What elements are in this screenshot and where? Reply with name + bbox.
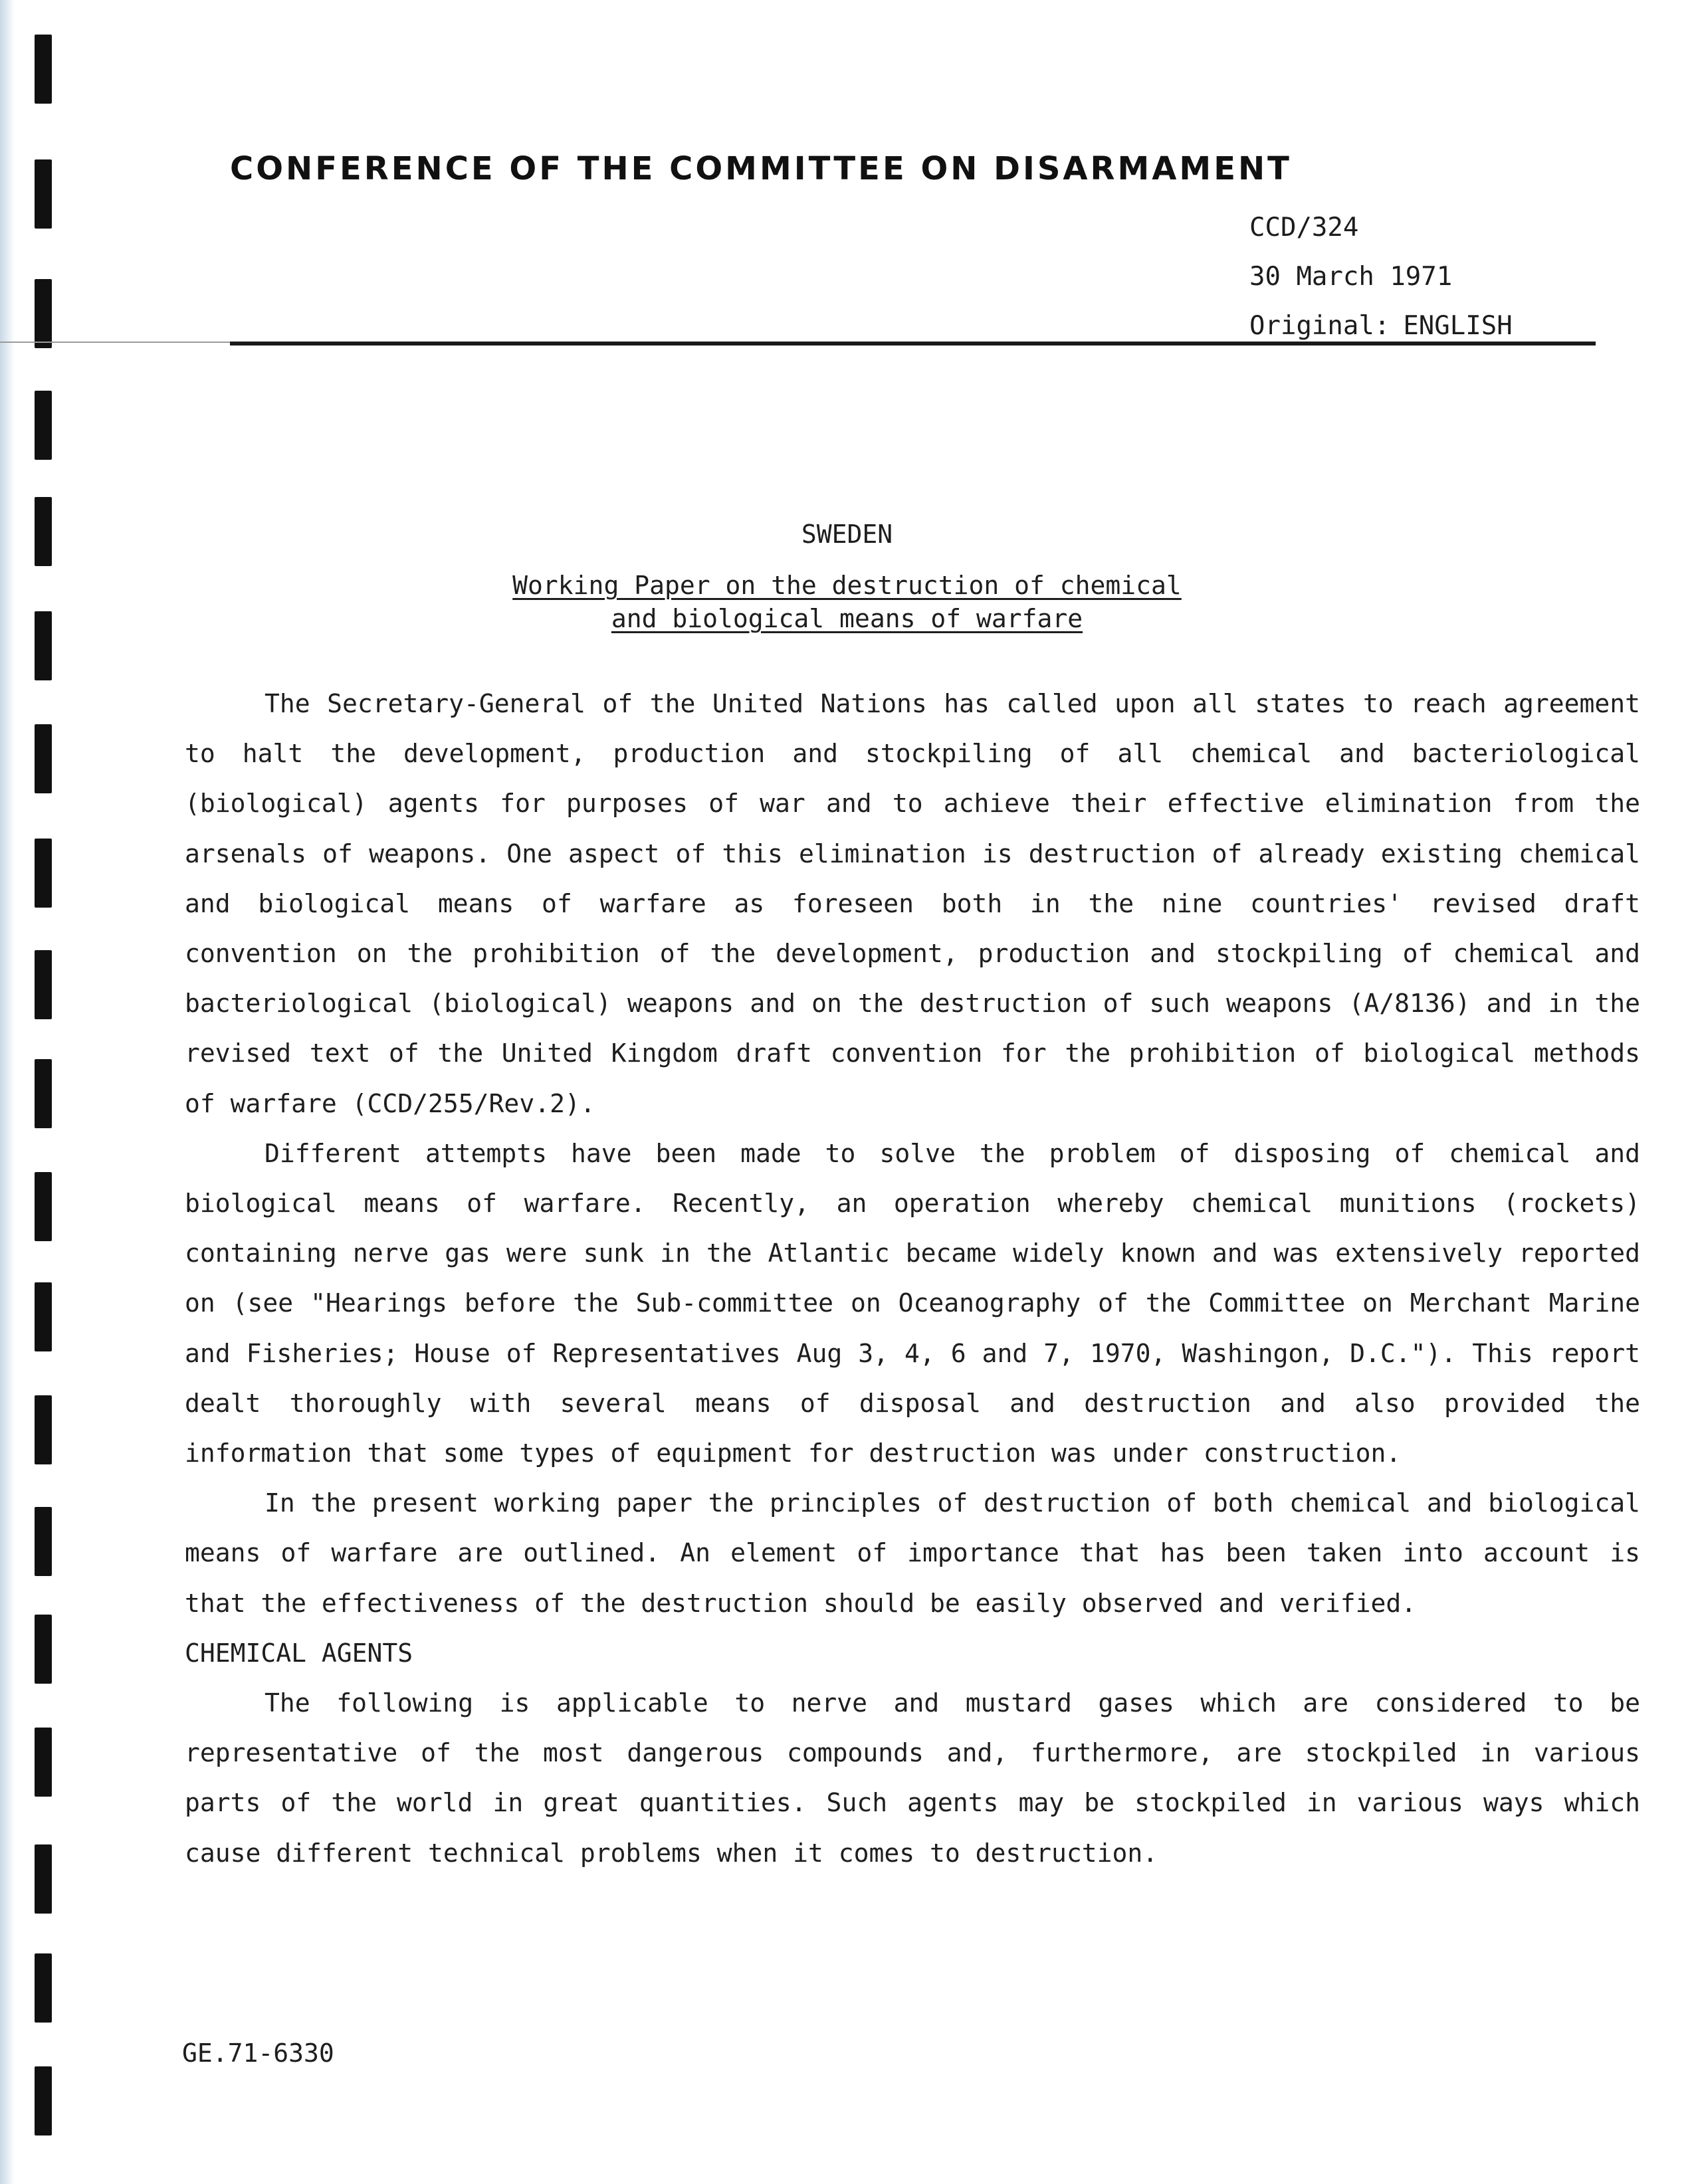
subtitle-line-1: Working Paper on the destruction of chemical — [512, 571, 1182, 600]
binder-punch — [35, 1615, 52, 1684]
header-rule — [230, 342, 1596, 346]
document-symbol: CCD/324 — [1249, 213, 1359, 243]
subtitle-line-2: and biological means of warfare — [611, 604, 1083, 633]
binder-punch — [35, 1172, 52, 1241]
header-rule-faint — [0, 342, 230, 343]
document-date: 30 March 1971 — [1249, 262, 1453, 292]
country-heading: SWEDEN — [801, 520, 893, 549]
paragraph-3: In the present working paper the principles of destruction of both chemical and biological means of warfare are outlined. An element of importance that has been taken into account is that the effectiveness of the destruction should be easily observed and verified. — [185, 1488, 1640, 1618]
binder-punch — [35, 1059, 52, 1128]
binder-punch — [35, 2066, 52, 2135]
binder-punch — [35, 1728, 52, 1797]
original-value: ENGLISH — [1403, 311, 1513, 341]
binder-punch — [35, 1953, 52, 2023]
binder-punch — [35, 1395, 52, 1464]
binder-punch — [35, 279, 52, 348]
organization-title: CONFERENCE OF THE COMMITTEE ON DISARMAMENT — [230, 150, 1292, 187]
binder-punch — [35, 1282, 52, 1351]
job-number: GE.71-6330 — [182, 2038, 334, 2068]
binder-punch — [35, 35, 52, 104]
binder-punch — [35, 1507, 52, 1576]
original-label: Original: — [1249, 311, 1390, 341]
paragraph-1: The Secretary-General of the United Nations has called upon all states to reach agreement to halt the development, production and stockpiling of all chemical and bacteriological (biological) agents for purposes of war and to achieve their effective elimination from the arsenals of weapons. One aspect of this elimination is destruction of already existing chemical and biological means of warfare as foreseen both in the nine countries' revised draft convention on the prohibition of the development, production and stockpiling of chemical and bacteriological (biological) weapons and on the destruction of such weapons (A/8136) and in the revised text of the United Kingdom draft convention for the prohibition of biological methods of warfare (CCD/255/Rev.2). — [185, 689, 1640, 1118]
section-paragraph: The following is applicable to nerve and mustard gases which are considered to be representative of the most dangerous compounds and, furthermore, are stockpiled in various parts of the world in great quantities. Such agents may be stockpiled in various ways which cause different technical problems when it comes to destruction. — [185, 1688, 1640, 1868]
paragraph-2: Different attempts have been made to solve the problem of disposing of chemical and biological means of warfare. Recently, an operation whereby chemical munitions (rockets) containing nerve gas were sunk in the Atlantic became widely known and was extensively reported on (see "Hearings before the Sub-committee on Oceanography of the Committee on Merchant Marine and Fisheries; House of Representatives Aug 3, 4, 6 and 7, 1970, Washingon, D.C."). This report dealt thoroughly with several means of disposal and destruction and also provided the information that some types of equipment for destruction was under construction. — [185, 1138, 1640, 1468]
binder-punch — [35, 1844, 52, 1914]
scan-edge — [0, 0, 15, 2184]
section-heading: CHEMICAL AGENTS — [185, 1638, 413, 1668]
document-reference — [1249, 203, 1513, 351]
binder-punch — [35, 159, 52, 229]
binder-punch — [35, 391, 52, 460]
binder-punch — [35, 839, 52, 908]
document-body — [185, 679, 1640, 1878]
binder-punch — [35, 950, 52, 1019]
document-subtitle — [0, 569, 1694, 635]
binder-punch — [35, 724, 52, 793]
